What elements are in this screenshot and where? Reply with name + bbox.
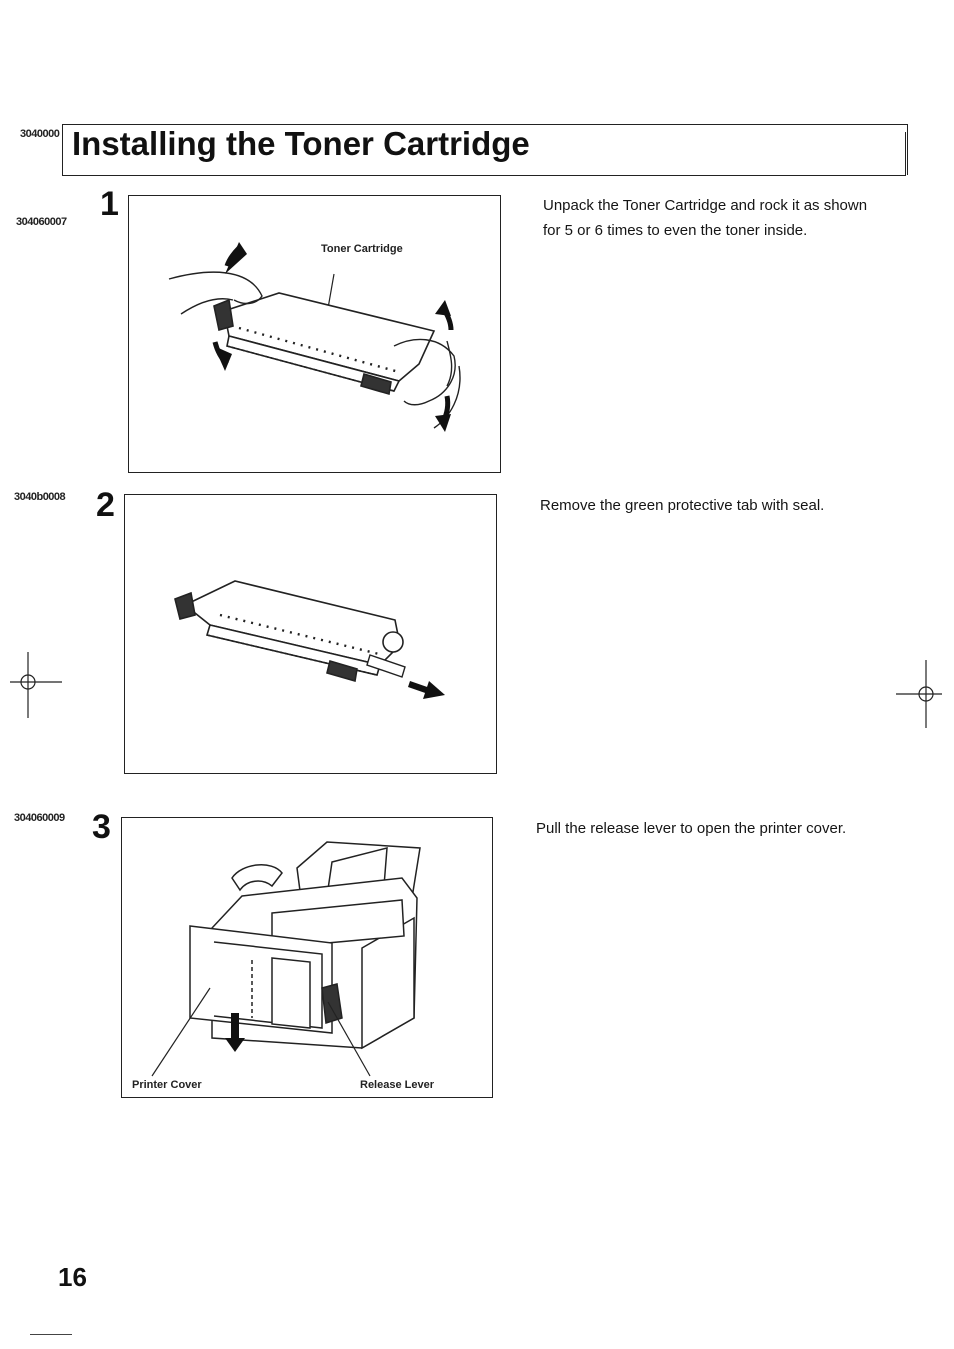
crosshair-circle-icon (896, 660, 946, 730)
step-2-code: 3040b0008 (14, 491, 66, 503)
protective-tab-removal-figure (125, 495, 496, 773)
title-frame-right (905, 132, 906, 176)
printer-cover-leader (152, 988, 210, 1076)
step-3-number: 3 (92, 808, 111, 846)
printer-cover-label: Printer Cover (132, 1079, 202, 1091)
printer-cover-open-figure (122, 818, 492, 1097)
step-1-code: 304060007 (16, 216, 67, 228)
step-2-illustration (124, 494, 497, 774)
step-1-illustration (128, 195, 501, 473)
step-2-number: 2 (96, 486, 115, 524)
toner-cartridge-label: Toner Cartridge (321, 243, 403, 255)
release-lever-label: Release Lever (360, 1079, 434, 1091)
title-underline (62, 175, 906, 176)
footer-rule (30, 1334, 72, 1335)
step-1-number: 1 (100, 185, 119, 223)
step-2-instruction: Remove the green protective tab with seal. (540, 497, 825, 514)
step-1-instruction: Unpack the Toner Cartridge and rock it as shown for 5 or 6 times to even the toner inside. (543, 197, 868, 239)
arrow-right-icon (408, 681, 445, 699)
step-3-illustration (121, 817, 493, 1098)
crosshair-circle-icon (4, 652, 64, 722)
page-title: Installing the Toner Cartridge (72, 125, 530, 162)
step-3-code: 304060009 (14, 812, 65, 824)
header-doc-code: 3040000 (20, 128, 60, 140)
toner-cartridge-rocking-figure (129, 196, 500, 472)
printer-drawing (190, 842, 420, 1048)
page-number: 16 (58, 1262, 87, 1292)
step-3-instruction: Pull the release lever to open the printer cover. (536, 820, 847, 837)
